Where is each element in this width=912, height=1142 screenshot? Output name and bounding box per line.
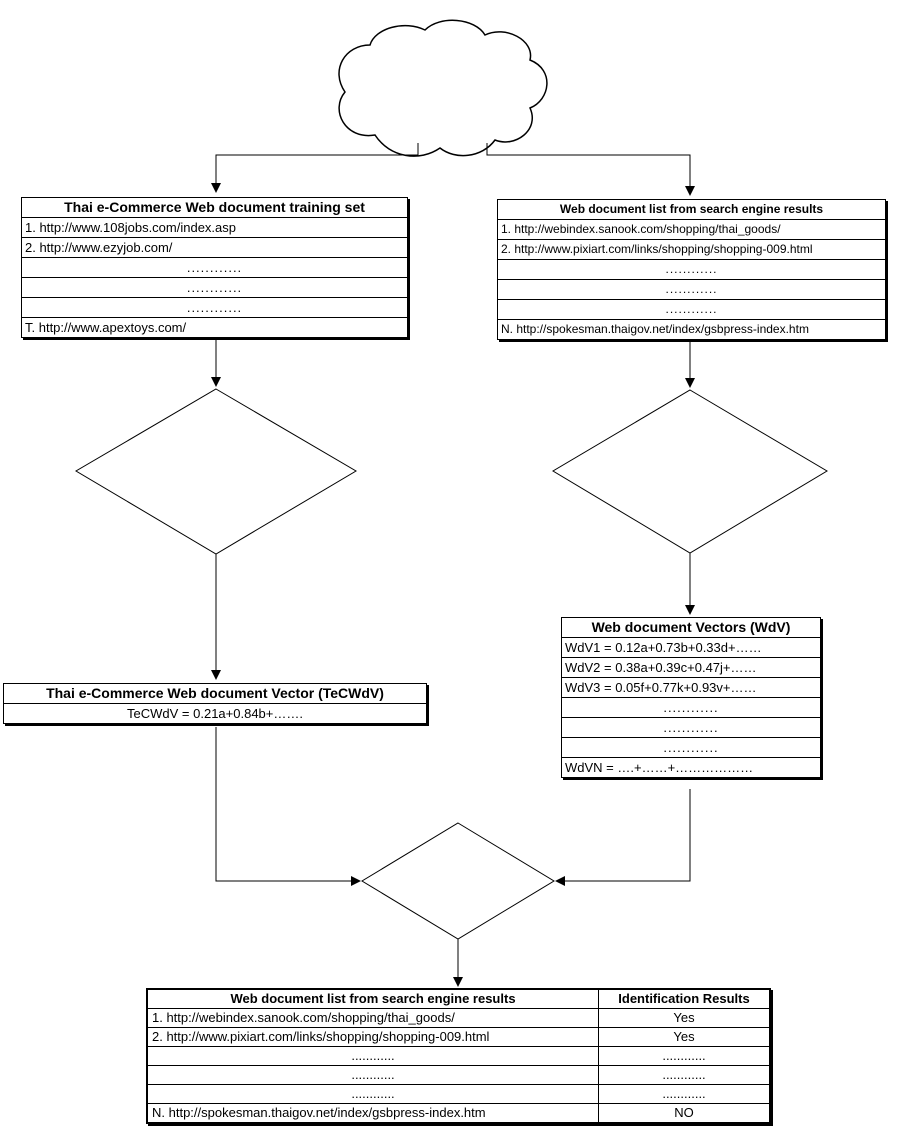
final-doc-cell: 2. http://www.pixiart.com/links/shopping/shopping-009.html	[148, 1028, 599, 1047]
tecwdv-row: TeCWdV = 0.21a+0.84b+…….	[4, 703, 426, 723]
wdv-row: ............	[562, 737, 820, 757]
search-results-table	[497, 199, 886, 340]
table-row	[148, 1009, 770, 1028]
table-row	[148, 1047, 770, 1066]
final-result-cell: NO	[599, 1104, 770, 1123]
wdv-table	[561, 617, 821, 778]
tecwdv-header: Thai e-Commerce Web document Vector (TeCWdV)	[46, 685, 384, 701]
training-set-row: 1. http://www.108jobs.com/index.asp	[22, 217, 407, 237]
table-row	[148, 1085, 770, 1104]
decision-diamond-right	[553, 390, 827, 553]
search-results-row: 1. http://webindex.sanook.com/shopping/thai_goods/	[498, 219, 885, 239]
wdv-row: ............	[562, 717, 820, 737]
wdv-row: ............	[562, 697, 820, 717]
final-result-cell: Yes	[599, 1009, 770, 1028]
final-result-cell: ............	[599, 1066, 770, 1085]
wdv-row: WdV1 = 0.12a+0.73b+0.33d+……	[562, 637, 820, 657]
final-doc-cell: ............	[148, 1047, 599, 1066]
arrow-wdv-to-bottom-diamond	[556, 789, 690, 881]
final-col-result-header: Identification Results	[599, 990, 770, 1009]
wdv-row: WdV2 = 0.38a+0.39c+0.47j+……	[562, 657, 820, 677]
final-doc-cell: 1. http://webindex.sanook.com/shopping/thai_goods/	[148, 1009, 599, 1028]
search-results-row: ............	[498, 279, 885, 299]
final-doc-cell: ............	[148, 1085, 599, 1104]
training-set-row: ............	[22, 257, 407, 277]
arrow-cloud-to-training	[216, 143, 418, 192]
arrow-tecwdv-to-bottom-diamond	[216, 727, 360, 881]
decision-diamond-bottom	[362, 823, 554, 939]
final-col-doc-header: Web document list from search engine results	[148, 990, 599, 1009]
final-result-cell: ............	[599, 1085, 770, 1104]
table-row	[148, 1066, 770, 1085]
training-set-table	[21, 197, 408, 338]
search-results-header: Web document list from search engine results	[559, 202, 824, 216]
decision-diamond-left	[76, 389, 356, 554]
training-set-row: ............	[22, 297, 407, 317]
search-results-row: ............	[498, 259, 885, 279]
arrow-cloud-to-search	[487, 143, 690, 195]
search-results-row: 2. http://www.pixiart.com/links/shopping/shopping-009.html	[498, 239, 885, 259]
table-row	[148, 1028, 770, 1047]
source-cloud	[339, 20, 547, 156]
training-set-row: T. http://www.apextoys.com/	[22, 317, 407, 337]
identification-results-table	[146, 988, 771, 1124]
training-set-row: ............	[22, 277, 407, 297]
search-results-row: ............	[498, 299, 885, 319]
final-doc-cell: N. http://spokesman.thaigov.net/index/gsbpress-index.htm	[148, 1104, 599, 1123]
final-result-cell: Yes	[599, 1028, 770, 1047]
table-row	[148, 1104, 770, 1123]
final-doc-cell: ............	[148, 1066, 599, 1085]
wdv-row: WdV3 = 0.05f+0.77k+0.93v+……	[562, 677, 820, 697]
tecwdv-table	[3, 683, 427, 724]
wdv-row: WdVN = ….+……+………………	[562, 757, 820, 777]
training-set-row: 2. http://www.ezyjob.com/	[22, 237, 407, 257]
wdv-header: Web document Vectors (WdV)	[591, 619, 791, 635]
final-result-cell: ............	[599, 1047, 770, 1066]
search-results-row: N. http://spokesman.thaigov.net/index/gsbpress-index.htm	[498, 319, 885, 339]
training-set-header: Thai e-Commerce Web document training set	[64, 199, 365, 215]
